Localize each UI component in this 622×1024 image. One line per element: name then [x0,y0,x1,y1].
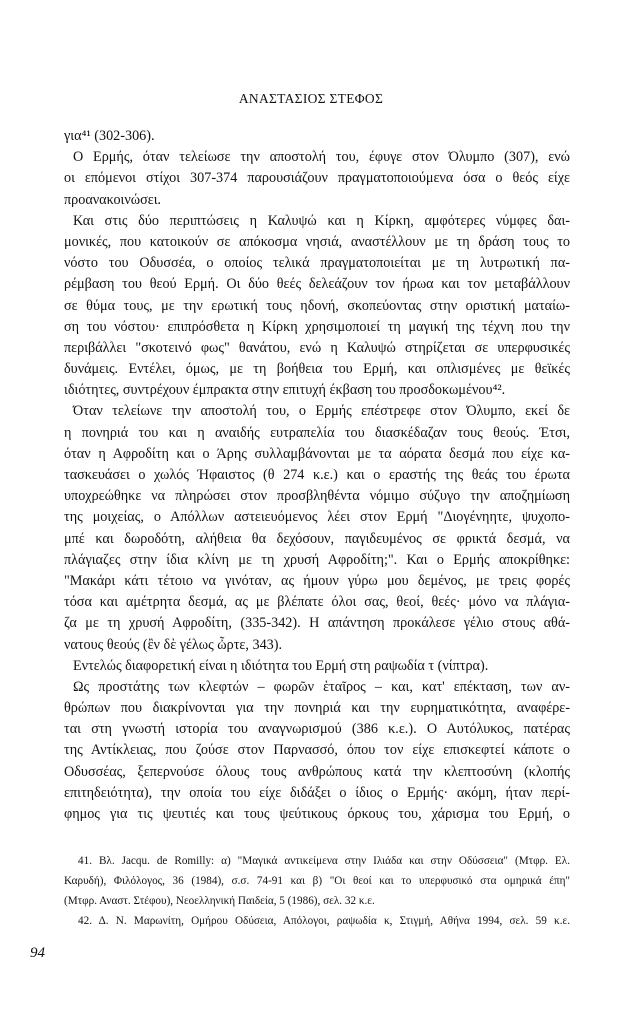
text-line: ρέμβαση του θεού Ερμή. Οι δύο θεές δελεάζουν τον ήρωα και τον μεταβάλλουν [64,276,570,293]
text-line: για⁴¹ (302-306). [64,128,155,144]
text-line: φημος για τις ψευτιές και τους ψεύτικους όρκους του, χάρισμα του Ερμή, ο [64,806,570,822]
text-line: Ως προστάτης των κλεφτών – φωρῶν ἑταῖρος – και, κατ' επέκταση, των αν- [73,678,570,695]
text-line: Εντελώς διαφορετική είναι η ιδιότητα του Ερμή στη ραψωδία τ (νίπτρα). [73,657,489,674]
text-line: θρώπων που διακρίνονται για την πονηριά και την ευρηματικότητα, αναφέρε- [64,700,570,717]
body-text [64,126,570,825]
text-line: προανακοινώσει. [64,191,162,208]
text-line: "Μακάρι κάτι τέτοιο να γινόταν, ας ήμουν γύρω μου δεμένος, με τρεις φορές [64,572,570,589]
text-line: περιβάλλει "σκοτεινό φως" θανάτου, ενώ η Καλυψώ στηρίζεται σε υπερφυσικές [64,339,570,356]
text-line: οι επόμενοι στίχοι 307-374 παρουσιάζουν πραγματοποιούμενα όσα ο θεός είχε [64,170,570,187]
footnote-line: 42. Δ. Ν. Μαρωνίτη, Ομήρου Οδύσεια, Απόλογοι, ραψωδία κ, Στιγμή, Αθήνα 1994, σελ. 59 κ.ε. [78,915,570,927]
text-line: της Αντίκλειας, που ζούσε στον Παρνασσό, όπου τον είχε επισκεφτεί κάποτε ο [64,742,570,759]
text-line: Και στις δύο περιπτώσεις η Καλυψώ και η Κίρκη, αμφότερες νύμφες δαι- [73,212,570,229]
text-line: υποχρεώθηκε να πληρώσει στον προσβληθέντα νόμιμο σύζυγο την αποζημίωση [64,488,570,505]
footnote-line: 41. Βλ. Jacqu. de Romilly: α) "Μαγικά αντικείμενα στην Ιλιάδα και στην Οδύσσεια" (Μτφρ. Ελ. [78,855,570,867]
text-line: ται στη γνωστή ιστορία του αναγνωρισμού (386 κ.ε.). Ο Αυτόλυκος, πατέρας [64,721,570,738]
text-line: ση του νόστου· επιπρόσθετα η Κίρκη χρησιμοποιεί τη μαγική της τέχνη που την [64,318,570,335]
page-number: 94 [30,945,45,961]
text-line: μονικές, που κατοικούν σε απόκοσμα νησιά, αναστέλλουν με τη δράση τους το [64,233,570,250]
text-line: ζα με τη χρυσή Αφροδίτη, (335-342). Η απάντηση προκάλεσε γέλιο στους αθά- [64,615,570,632]
footnotes [64,851,570,931]
text-line: νατους θεούς (ἒν δὲ γέλως ὦρτε, 343). [64,636,283,653]
text-line: Οδυσσέας, ξεπερνούσε όλους τους ανθρώπους κατά την κλεπτοσύνη (κλοπής [64,763,570,780]
running-title: ΑΝΑΣΤΑΣΙΟΣ ΣΤΕΦΟΣ [238,91,384,106]
text-line: της μοιχείας, ο Απόλλων αστειευόμενος λέει στον Ερμή "Διογένηητε, ψυχοπο- [64,509,570,526]
text-line: νόστο του Οδυσσέα, ο οποίος τελικά πραγματοποιείται με τη λυτρωτική πα- [64,255,570,272]
text-line: Όταν τελείωνε την αποστολή του, ο Ερμής επέστρεφε στον Όλυμπο, εκεί δε [73,403,570,420]
text-line: η πονηριά του και η αναιδής ευτραπελία του διασκέδαζαν τους θεούς. Έτσι, [64,424,570,441]
text-line: δυνάμεις. Εντέλει, όμως, με τη βοήθεια του Ερμή, και οπλισμένες με θεϊκές [64,361,570,378]
footnote-line: (Μτφρ. Αναστ. Στέφου), Νεοελληνική Παιδεία, 5 (1986), σελ. 32 κ.ε. [64,895,375,907]
text-line: Ο Ερμής, όταν τελείωσε την αποστολή του, έφυγε στον Όλυμπο (307), ενώ [73,149,570,166]
text-line: πλάγιαζες στην ίδια κλίνη με τη χρυσή Αφροδίτη;". Και ο Ερμής αποκρίθηκε: [64,551,570,568]
text-line: μπέ και δωροδότη, αλήθεια θα δεχόσουν, παγιδευμένος σε φρικτά δεσμά, να [64,530,570,547]
text-line: επιτηδειότητα), την οποία του είχε διδάξει ο ίδιος ο Ερμής· ακόμη, ήταν περί- [64,784,570,801]
text-line: όταν η Αφροδίτη και ο Άρης συλλαμβάνονται με τα αόρατα δεσμά που είχε κα- [64,445,570,462]
footnote-line: Καρυδή), Φιλόλογος, 36 (1984), σ.σ. 74-91 και β) "Οι θεοί και το υπερφυσικό στα ομηρικά έπη" [64,875,570,887]
text-line: σε θύμα τους, με την ερωτική τους ηδονή, σκοπεύοντας στην οριστική ματαίω- [64,297,570,314]
text-line: τασκευάσει ο χωλός Ήφαιστος (θ 274 κ.ε.) και ο εραστής της θεάς του έρωτα [64,467,570,483]
text-line: ιδιότητες, συντρέχουν έμπρακτα στην επιτυχή έκβαση του προσδοκωμένου⁴². [64,382,506,399]
text-line: τόσα και αμέτρητα δεσμά, ας με βλέπατε όλοι σας, θεοί, θεές· μόνο να πλάγια- [64,594,570,611]
